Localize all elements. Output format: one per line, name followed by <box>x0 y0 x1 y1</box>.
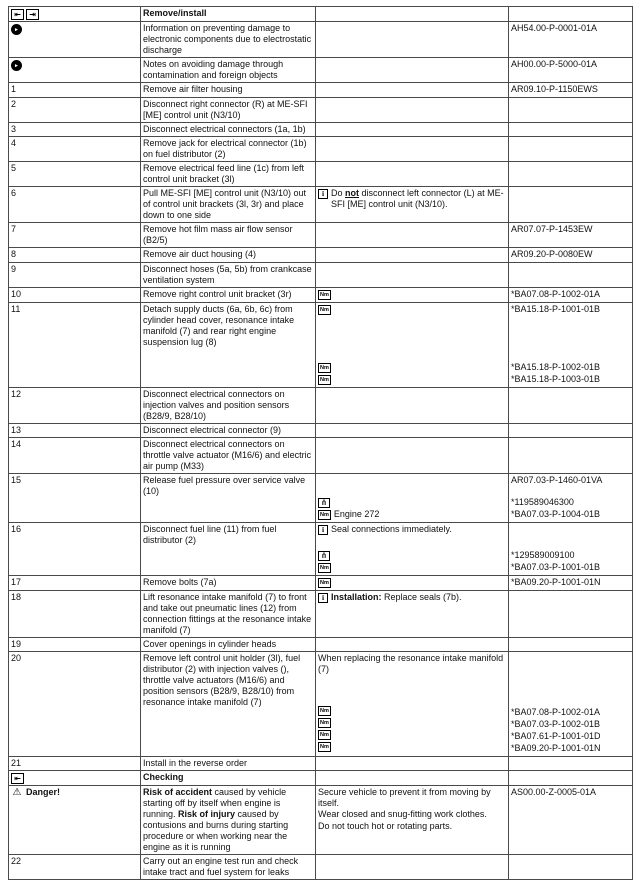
text-segment: Remove jack for electrical connector (1b) on fuel distributor (2) <box>143 138 307 159</box>
text-segment: Disconnect fuel line (11) from fuel distributor (2) <box>143 524 277 545</box>
description-cell <box>141 162 316 187</box>
spacer <box>318 536 505 550</box>
description-cell <box>141 474 316 523</box>
table-row <box>9 438 633 474</box>
doc-reference-cell <box>509 263 633 288</box>
step-cell <box>9 7 141 22</box>
text-segment: Remove electrical feed line (1c) from left control unit bracket (3l) <box>143 163 305 184</box>
step-cell <box>9 771 141 786</box>
doc-reference-cell <box>509 162 633 187</box>
info-icon: i <box>318 189 328 199</box>
doc-reference-cell <box>509 855 633 880</box>
step-number: 11 <box>11 304 21 314</box>
step-cell <box>9 58 141 83</box>
description-cell <box>141 303 316 388</box>
table-row <box>9 576 633 591</box>
step-cell <box>9 303 141 388</box>
step-cell <box>9 162 141 187</box>
notes-cell <box>316 58 509 83</box>
step-number: 15 <box>11 475 22 485</box>
text-segment: Replace seals (7b). <box>381 592 462 602</box>
description-cell <box>141 58 316 83</box>
doc-line <box>511 743 629 755</box>
notes-cell <box>316 137 509 162</box>
doc-line <box>511 719 629 731</box>
table-row <box>9 22 633 58</box>
step-number: 13 <box>11 425 22 435</box>
note-text <box>331 188 505 210</box>
doc-reference-cell <box>509 424 633 438</box>
spacer <box>511 487 629 497</box>
note-line <box>318 509 505 521</box>
step-number: 3 <box>11 124 17 134</box>
text-segment: disconnect left connector (L) at ME-SFI [ME] control unit (N3/10). <box>331 188 504 209</box>
text-segment: Information on preventing damage to electronic components due to electrostatic discharge <box>143 23 312 55</box>
doc-line <box>511 304 629 316</box>
spacer <box>511 653 629 707</box>
text-segment: Carry out an engine test run and check intake tract and fuel system for leaks <box>143 856 299 877</box>
doc-line <box>511 497 629 509</box>
table-row <box>9 58 633 83</box>
text-segment: Release fuel pressure over service valve (10) <box>143 475 306 496</box>
doc-line <box>511 577 629 589</box>
step-cell <box>9 223 141 248</box>
note-text <box>318 787 505 809</box>
note-text <box>318 809 505 820</box>
doc-reference-cell <box>509 771 633 786</box>
notes-cell <box>316 757 509 771</box>
notes-cell <box>316 187 509 223</box>
text-segment: Remove right control unit bracket (3r) <box>143 289 292 299</box>
doc-reference-cell <box>509 137 633 162</box>
spacer <box>318 316 505 362</box>
notes-cell <box>316 22 509 58</box>
doc-line <box>511 787 629 799</box>
step-number: 22 <box>11 856 22 866</box>
doc-text: *129589009100 <box>511 550 575 560</box>
doc-line <box>511 562 629 574</box>
step-cell <box>9 576 141 591</box>
doc-reference-cell <box>509 123 633 137</box>
note-text <box>331 524 505 535</box>
skip-start-icon: ⇤ <box>11 773 24 784</box>
doc-reference-cell <box>509 474 633 523</box>
step-number: 12 <box>11 389 22 399</box>
step-cell <box>9 288 141 303</box>
notes-cell <box>316 123 509 137</box>
doc-text: *BA07.08-P-1002-01A <box>511 289 601 299</box>
tool-icon: ⋔ <box>318 551 330 561</box>
doc-line <box>511 59 629 71</box>
text-segment: not <box>345 188 360 198</box>
doc-line <box>511 550 629 562</box>
step-number: 16 <box>11 524 22 534</box>
doc-text: *BA09.20-P-1001-01N <box>511 577 601 587</box>
spacer <box>511 316 629 362</box>
doc-line <box>511 731 629 743</box>
text-segment: Seal connections immediately. <box>331 524 452 534</box>
text-segment: Remove left control unit holder (3l), fuel distributor (2) with injection valves (), throttle valve actuators (M16/6) and position sensors (B28/9, B28/10) from resonance intake manifold (7) <box>143 653 301 707</box>
table-row <box>9 638 633 652</box>
notes-cell <box>316 855 509 880</box>
note-line <box>318 705 505 717</box>
doc-line <box>511 289 629 301</box>
table-row <box>9 388 633 424</box>
step-number: 18 <box>11 592 22 602</box>
description-cell <box>141 576 316 591</box>
step-cell <box>9 786 141 855</box>
page-begin-icon: ⇤ <box>11 9 24 20</box>
note-line <box>318 717 505 729</box>
step-cell <box>9 652 141 757</box>
notes-cell <box>316 576 509 591</box>
text-segment: Disconnect hoses (5a, 5b) from crankcase ventilation system <box>143 264 312 285</box>
table-row <box>9 123 633 137</box>
danger-icon: ⚠ <box>12 787 22 798</box>
note-text <box>318 653 505 675</box>
doc-reference-cell <box>509 248 633 263</box>
table-row <box>9 474 633 523</box>
step-number: 1 <box>11 84 17 94</box>
text-segment: Do <box>331 188 346 198</box>
nm-icon: Nm <box>320 307 329 313</box>
step-cell <box>9 424 141 438</box>
table-row <box>9 855 633 880</box>
section-title: Checking <box>143 772 184 782</box>
notes-cell <box>316 474 509 523</box>
note-line <box>318 821 505 833</box>
doc-reference-cell <box>509 591 633 638</box>
doc-text: *BA15.18-P-1003-01B <box>511 374 601 384</box>
text-segment: Remove bolts (7a) <box>143 577 217 587</box>
notes-cell <box>316 288 509 303</box>
note-line <box>318 562 505 574</box>
doc-text: *BA07.03-P-1001-01B <box>511 562 601 572</box>
step-cell <box>9 474 141 523</box>
section-title: Remove/install <box>143 8 207 18</box>
step-number: 17 <box>11 577 22 587</box>
nm-icon: Nm <box>320 565 329 571</box>
description-cell <box>141 187 316 223</box>
notes-cell <box>316 98 509 123</box>
doc-text: *BA07.08-P-1002-01A <box>511 707 601 717</box>
note-line <box>318 653 505 675</box>
notes-cell <box>316 388 509 424</box>
doc-reference-cell <box>509 786 633 855</box>
step-cell <box>9 98 141 123</box>
notes-cell <box>316 591 509 638</box>
doc-text: *BA15.18-P-1002-01B <box>511 362 601 372</box>
step-cell <box>9 438 141 474</box>
tool-icon: ⋔ <box>318 498 330 508</box>
text-segment: Disconnect electrical connector (9) <box>143 425 282 435</box>
doc-reference-cell <box>509 523 633 576</box>
table-row <box>9 523 633 576</box>
doc-line <box>511 224 629 236</box>
info-circle-icon: ► <box>11 60 22 71</box>
table-row <box>9 288 633 303</box>
table-row <box>9 223 633 248</box>
notes-cell <box>316 303 509 388</box>
doc-reference-cell <box>509 652 633 757</box>
doc-reference-cell <box>509 757 633 771</box>
step-cell <box>9 137 141 162</box>
doc-line <box>511 249 629 261</box>
description-cell <box>141 438 316 474</box>
doc-line <box>511 84 629 96</box>
description-cell <box>141 223 316 248</box>
table-row <box>9 591 633 638</box>
text-segment: Disconnect electrical connectors on throttle valve actuator (M16/6) and electric air pump (M33) <box>143 439 312 471</box>
step-cell <box>9 263 141 288</box>
doc-line <box>511 707 629 719</box>
description-cell <box>141 263 316 288</box>
step-number: 6 <box>11 188 17 198</box>
note-line <box>318 524 505 536</box>
doc-text: *119589046300 <box>511 497 574 507</box>
text-segment: Risk of injury <box>178 809 236 819</box>
step-number: 2 <box>11 99 17 109</box>
doc-text: *BA09.20-P-1001-01N <box>511 743 601 753</box>
notes-cell <box>316 523 509 576</box>
text-segment: Cover openings in cylinder heads <box>143 639 277 649</box>
doc-reference-cell <box>509 438 633 474</box>
nm-icon: Nm <box>320 720 329 726</box>
step-number: 5 <box>11 163 17 173</box>
notes-cell <box>316 786 509 855</box>
text-segment: caused by vehicle starting off by itself when engine is running. <box>143 787 287 819</box>
note-text <box>318 821 505 832</box>
text-segment: Notes on avoiding damage through contamination and foreign objects <box>143 59 284 80</box>
description-cell <box>141 424 316 438</box>
note-line <box>318 289 505 301</box>
table-row <box>9 187 633 223</box>
notes-cell <box>316 83 509 98</box>
description-cell <box>141 638 316 652</box>
note-line <box>318 497 505 509</box>
step-cell <box>9 83 141 98</box>
step-cell <box>9 591 141 638</box>
note-line <box>318 374 505 386</box>
step-number: 8 <box>11 249 17 259</box>
text-segment: Wear closed and snug-fitting work clothes. <box>318 809 487 819</box>
doc-text: AR07.07-P-1453EW <box>511 224 593 234</box>
description-cell <box>141 248 316 263</box>
description-cell <box>141 786 316 855</box>
step-cell <box>9 187 141 223</box>
text-segment: Engine 272 <box>333 509 380 519</box>
description-cell <box>141 388 316 424</box>
text-segment: Risk of accident <box>143 787 213 797</box>
note-line <box>318 741 505 753</box>
text-segment: Secure vehicle to prevent it from moving by itself. <box>318 787 491 808</box>
note-line <box>318 592 505 604</box>
description-cell <box>141 288 316 303</box>
doc-reference-cell <box>509 576 633 591</box>
doc-line <box>511 374 629 386</box>
nm-icon: Nm <box>320 580 329 586</box>
step-number: 10 <box>11 289 22 299</box>
doc-line <box>511 23 629 35</box>
table-row <box>9 162 633 187</box>
notes-cell <box>316 248 509 263</box>
doc-text: *BA07.03-P-1002-01B <box>511 719 601 729</box>
step-number: 9 <box>11 264 17 274</box>
text-segment: Installation: <box>331 592 382 602</box>
spacer <box>318 475 505 497</box>
text-segment: Disconnect right connector (R) at ME-SFI [ME] control unit (N3/10) <box>143 99 308 120</box>
doc-reference-cell <box>509 638 633 652</box>
doc-reference-cell <box>509 187 633 223</box>
text-segment: Disconnect electrical connectors (1a, 1b) <box>143 124 306 134</box>
spacer <box>511 524 629 550</box>
step-cell <box>9 388 141 424</box>
description-cell <box>141 757 316 771</box>
description-cell <box>141 123 316 137</box>
doc-reference-cell <box>509 83 633 98</box>
spacer <box>318 675 505 705</box>
note-line <box>318 188 505 210</box>
note-text <box>334 509 505 520</box>
doc-line <box>511 475 629 487</box>
doc-reference-cell <box>509 7 633 22</box>
step-number: 20 <box>11 653 22 663</box>
doc-reference-cell <box>509 388 633 424</box>
table-row <box>9 786 633 855</box>
text-segment: Remove air filter housing <box>143 84 243 94</box>
table-row <box>9 83 633 98</box>
nm-icon: Nm <box>320 292 329 298</box>
text-segment: Install in the reverse order <box>143 758 248 768</box>
nm-icon: Nm <box>320 744 329 750</box>
info-icon: i <box>318 593 328 603</box>
doc-text: AH54.00-P-0001-01A <box>511 23 598 33</box>
description-cell <box>141 652 316 757</box>
text-segment: Remove hot film mass air flow sensor (B2/5) <box>143 224 293 245</box>
info-circle-icon: ► <box>11 24 22 35</box>
nm-icon: Nm <box>320 365 329 371</box>
notes-cell <box>316 223 509 248</box>
description-cell <box>141 523 316 576</box>
step-number: 19 <box>11 639 22 649</box>
notes-cell <box>316 263 509 288</box>
table-row <box>9 771 633 786</box>
doc-text: AR09.20-P-0080EW <box>511 249 593 259</box>
text-segment: Remove air duct housing (4) <box>143 249 257 259</box>
notes-cell <box>316 438 509 474</box>
note-line <box>318 729 505 741</box>
doc-text: *BA15.18-P-1001-01B <box>511 304 601 314</box>
note-line <box>318 304 505 316</box>
table-row <box>9 757 633 771</box>
text-segment: Pull ME-SFI [ME] control unit (N3/10) out of control unit brackets (3l, 3r) and place down to one side <box>143 188 307 220</box>
section-title-cell <box>141 7 316 22</box>
procedure-table-body <box>9 7 633 880</box>
doc-line <box>511 509 629 521</box>
step-cell <box>9 757 141 771</box>
table-row <box>9 303 633 388</box>
doc-text: AS00.00-Z-0005-01A <box>511 787 597 797</box>
procedure-table <box>8 6 633 880</box>
table-row <box>9 98 633 123</box>
step-cell <box>9 248 141 263</box>
doc-line <box>511 362 629 374</box>
table-row <box>9 248 633 263</box>
doc-text: *BA07.61-P-1001-01D <box>511 731 601 741</box>
nm-icon: Nm <box>320 377 329 383</box>
note-line <box>318 550 505 562</box>
table-row <box>9 137 633 162</box>
doc-text: AR09.10-P-1150EWS <box>511 84 598 94</box>
description-cell <box>141 591 316 638</box>
text-segment: Detach supply ducts (6a, 6b, 6c) from cylinder head cover, resonance intake manifold (7) and rear right engine suspension lug (8) <box>143 304 295 347</box>
step-number: 4 <box>11 138 17 148</box>
description-cell <box>141 855 316 880</box>
table-row <box>9 263 633 288</box>
table-row <box>9 424 633 438</box>
notes-cell <box>316 638 509 652</box>
doc-reference-cell <box>509 303 633 388</box>
step-cell <box>9 22 141 58</box>
description-cell <box>141 98 316 123</box>
notes-cell <box>316 424 509 438</box>
text-segment: Do not touch hot or rotating parts. <box>318 821 453 831</box>
nm-icon: Nm <box>320 708 329 714</box>
step-cell <box>9 638 141 652</box>
notes-cell <box>316 162 509 187</box>
text-segment: caused by contusions and burns during starting procedure or when working near the engine as it is running <box>143 809 289 852</box>
doc-reference-cell <box>509 288 633 303</box>
doc-text: AR07.03-P-1460-01VA <box>511 475 603 485</box>
nm-icon: Nm <box>320 512 329 518</box>
note-text <box>331 592 505 603</box>
doc-reference-cell <box>509 223 633 248</box>
doc-reference-cell <box>509 22 633 58</box>
note-line <box>318 577 505 589</box>
text-segment: Disconnect electrical connectors on injection valves and position sensors (B28/9, B28/10) <box>143 389 290 421</box>
note-line <box>318 362 505 374</box>
step-number: 21 <box>11 758 22 768</box>
table-row <box>9 7 633 22</box>
table-row <box>9 652 633 757</box>
text-segment: When replacing the resonance intake manifold (7) <box>318 653 504 674</box>
notes-cell <box>316 652 509 757</box>
notes-cell <box>316 7 509 22</box>
step-cell <box>9 855 141 880</box>
page-end-icon: ⇥ <box>26 9 39 20</box>
step-cell <box>9 123 141 137</box>
note-line <box>318 787 505 809</box>
notes-cell <box>316 771 509 786</box>
note-line <box>318 809 505 821</box>
step-cell <box>9 523 141 576</box>
step-number: 14 <box>11 439 22 449</box>
doc-text: *BA07.03-P-1004-01B <box>511 509 601 519</box>
section-title-cell <box>141 771 316 786</box>
description-cell <box>141 137 316 162</box>
description-cell <box>141 83 316 98</box>
doc-text: AH00.00-P-5000-01A <box>511 59 598 69</box>
description-cell <box>141 22 316 58</box>
text-segment: Lift resonance intake manifold (7) to front and take out pneumatic lines (12) from connection fittings at the resonance intake manifold (7) <box>143 592 312 635</box>
info-icon: i <box>318 525 328 535</box>
doc-reference-cell <box>509 58 633 83</box>
step-number: 7 <box>11 224 17 234</box>
step-label: Danger! <box>26 787 61 797</box>
nm-icon: Nm <box>320 732 329 738</box>
doc-reference-cell <box>509 98 633 123</box>
